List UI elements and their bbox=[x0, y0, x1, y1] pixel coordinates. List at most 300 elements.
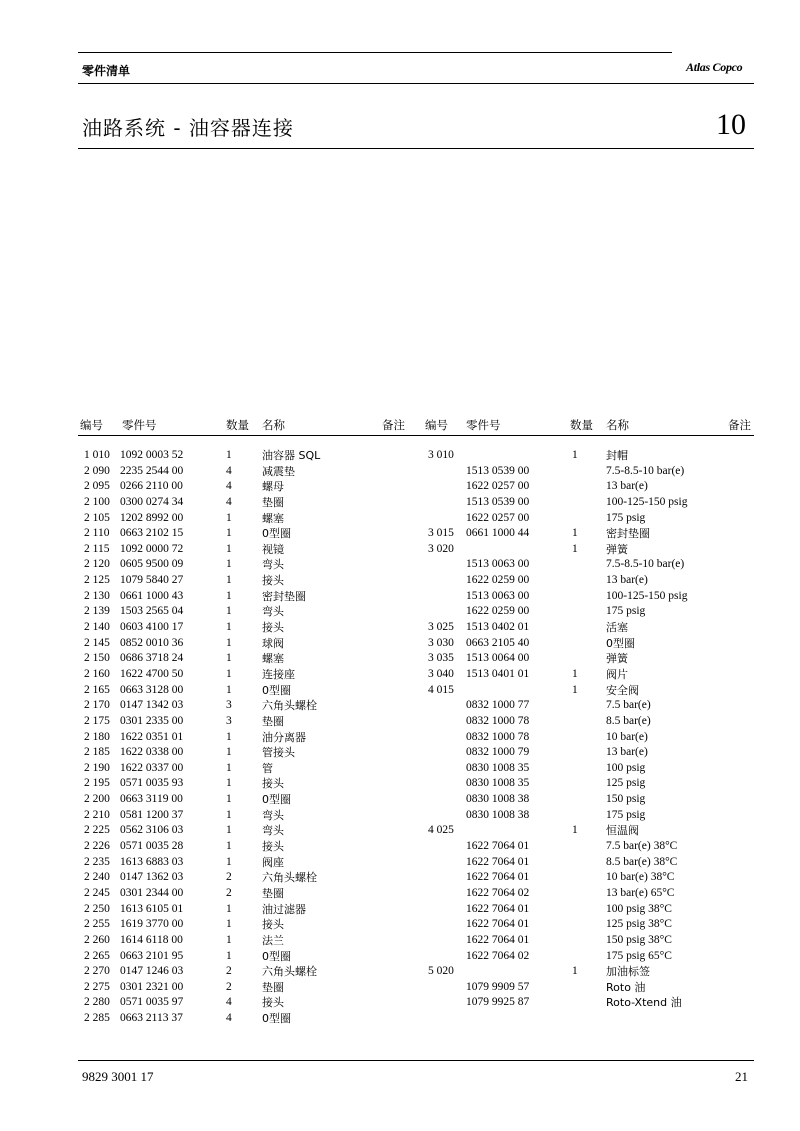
cell-name: 0型圈 bbox=[606, 636, 635, 650]
cell-name: 7.5-8.5-10 bar(e) bbox=[606, 558, 685, 571]
cell-position: 2 275 bbox=[84, 980, 110, 993]
table-row bbox=[82, 511, 412, 527]
table-row bbox=[82, 542, 412, 558]
brand-logo: Atlas Copco bbox=[686, 60, 743, 74]
cell-quantity: 1 bbox=[226, 933, 232, 946]
cell-name: 法兰 bbox=[262, 933, 284, 947]
table-row bbox=[82, 902, 412, 918]
cell-position: 2 285 bbox=[84, 1012, 110, 1025]
cell-position: 2 105 bbox=[84, 511, 110, 524]
cell-part-number: 0661 1000 44 bbox=[466, 527, 530, 540]
cell-name: 垫圈 bbox=[262, 714, 284, 728]
cell-name: 13 bar(e) bbox=[606, 574, 648, 587]
cell-part-number: 1622 7064 01 bbox=[466, 902, 530, 915]
cell-quantity: 2 bbox=[226, 980, 232, 993]
cell-name: 0型圈 bbox=[262, 683, 291, 697]
parts-list-left bbox=[82, 448, 412, 1027]
table-row bbox=[428, 464, 758, 480]
table-row bbox=[82, 792, 412, 808]
table-row bbox=[82, 745, 412, 761]
cell-part-number: 1622 7064 01 bbox=[466, 918, 530, 931]
cell-part-number: 1622 4700 50 bbox=[120, 667, 184, 680]
cell-position: 2 270 bbox=[84, 965, 110, 978]
cell-position: 3 025 bbox=[428, 621, 454, 634]
cell-quantity: 1 bbox=[226, 855, 232, 868]
cell-part-number: 1622 7064 01 bbox=[466, 855, 530, 868]
cell-quantity: 1 bbox=[572, 824, 578, 837]
table-row bbox=[428, 776, 758, 792]
cell-name: 六角头螺栓 bbox=[262, 965, 317, 979]
cell-position: 2 210 bbox=[84, 808, 110, 821]
table-row bbox=[428, 714, 758, 730]
page-title: 油路系统 - 油容器连接 bbox=[82, 116, 294, 140]
table-row bbox=[428, 495, 758, 511]
cell-name: 弹簧 bbox=[606, 652, 628, 666]
cell-part-number: 0301 2335 00 bbox=[120, 714, 184, 727]
cell-position: 2 200 bbox=[84, 793, 110, 806]
page-number: 21 bbox=[735, 1069, 748, 1084]
cell-name: 油分离器 bbox=[262, 730, 306, 744]
cell-part-number: 1613 6105 01 bbox=[120, 902, 184, 915]
cell-name: 100 psig 38°C bbox=[606, 902, 672, 915]
table-row bbox=[82, 620, 412, 636]
cell-quantity: 1 bbox=[226, 918, 232, 931]
cell-quantity: 4 bbox=[226, 480, 232, 493]
table-row bbox=[82, 448, 412, 464]
cell-name: 13 bar(e) 65°C bbox=[606, 886, 675, 899]
cell-part-number: 0830 1008 38 bbox=[466, 793, 530, 806]
cell-position: 4 015 bbox=[428, 683, 454, 696]
cell-position: 3 035 bbox=[428, 652, 454, 665]
cell-name: 垫圈 bbox=[262, 980, 284, 994]
cell-part-number: 1513 0402 01 bbox=[466, 621, 530, 634]
col-head-name-left: 名称 bbox=[262, 418, 285, 432]
col-head-remarks-right: 备注 bbox=[728, 418, 751, 432]
table-row bbox=[428, 511, 758, 527]
cell-position: 3 020 bbox=[428, 542, 454, 555]
cell-part-number: 1513 0063 00 bbox=[466, 558, 530, 571]
cell-name: 弯头 bbox=[262, 605, 284, 619]
cell-name: 0型圈 bbox=[262, 793, 291, 807]
cell-part-number: 1622 7064 01 bbox=[466, 840, 530, 853]
cell-quantity: 1 bbox=[226, 683, 232, 696]
cell-quantity: 1 bbox=[226, 761, 232, 774]
cell-position: 2 240 bbox=[84, 871, 110, 884]
cell-part-number: 0605 9500 09 bbox=[120, 558, 184, 571]
cell-name: 10 bar(e) 38°C bbox=[606, 871, 675, 884]
cell-part-number: 1614 6118 00 bbox=[120, 933, 183, 946]
cell-part-number: 0832 1000 77 bbox=[466, 699, 530, 712]
cell-part-number: 0663 3128 00 bbox=[120, 683, 184, 696]
column-header-rule bbox=[78, 435, 754, 436]
cell-position: 2 190 bbox=[84, 761, 110, 774]
cell-part-number: 0830 1008 35 bbox=[466, 761, 530, 774]
cell-part-number: 0830 1008 38 bbox=[466, 808, 530, 821]
cell-name: 垫圈 bbox=[262, 495, 284, 509]
table-row bbox=[82, 557, 412, 573]
cell-part-number: 0603 4100 17 bbox=[120, 621, 184, 634]
cell-part-number: 1619 3770 00 bbox=[120, 918, 184, 931]
col-head-remarks-left: 备注 bbox=[382, 418, 405, 432]
cell-name: 活塞 bbox=[606, 621, 628, 635]
cell-part-number: 1622 0257 00 bbox=[466, 511, 530, 524]
cell-name: 连接座 bbox=[262, 667, 295, 681]
cell-name: 13 bar(e) bbox=[606, 480, 648, 493]
table-row bbox=[428, 980, 758, 996]
cell-position: 3 010 bbox=[428, 449, 454, 461]
cell-part-number: 0571 0035 97 bbox=[120, 996, 184, 1009]
table-row bbox=[82, 636, 412, 652]
table-row bbox=[82, 839, 412, 855]
section-number: 10 bbox=[716, 108, 746, 141]
table-row bbox=[82, 730, 412, 746]
cell-quantity: 1 bbox=[226, 808, 232, 821]
cell-name: 六角头螺栓 bbox=[262, 871, 317, 885]
cell-name: 接头 bbox=[262, 621, 284, 635]
cell-part-number: 1079 9925 87 bbox=[466, 996, 530, 1009]
table-row bbox=[82, 526, 412, 542]
table-row bbox=[82, 651, 412, 667]
cell-quantity: 1 bbox=[572, 667, 578, 680]
table-row bbox=[82, 870, 412, 886]
cell-position: 2 145 bbox=[84, 636, 110, 649]
col-head-part-right: 零件号 bbox=[466, 418, 501, 432]
cell-name: 175 psig bbox=[606, 511, 646, 524]
cell-part-number: 0663 2101 95 bbox=[120, 949, 184, 962]
cell-quantity: 1 bbox=[226, 589, 232, 602]
cell-position: 2 235 bbox=[84, 855, 110, 868]
cell-name: 125 psig 38°C bbox=[606, 918, 672, 931]
cell-name: 7.5 bar(e) 38°C bbox=[606, 840, 678, 853]
cell-part-number: 2235 2544 00 bbox=[120, 464, 184, 477]
cell-name: 视镜 bbox=[262, 542, 284, 556]
cell-quantity: 1 bbox=[226, 793, 232, 806]
cell-quantity: 1 bbox=[226, 949, 232, 962]
cell-name: 接头 bbox=[262, 918, 284, 932]
cell-position: 2 185 bbox=[84, 746, 110, 759]
cell-part-number: 0581 1200 37 bbox=[120, 808, 184, 821]
cell-name: 封帽 bbox=[606, 449, 628, 462]
cell-part-number: 1613 6883 03 bbox=[120, 855, 184, 868]
cell-quantity: 1 bbox=[572, 683, 578, 696]
cell-quantity: 4 bbox=[226, 464, 232, 477]
table-row bbox=[428, 917, 758, 933]
cell-part-number: 1513 0401 01 bbox=[466, 667, 530, 680]
table-row bbox=[428, 808, 758, 824]
cell-part-number: 1079 5840 27 bbox=[120, 574, 184, 587]
table-row bbox=[428, 542, 758, 558]
cell-name: 弯头 bbox=[262, 558, 284, 572]
cell-position: 2 170 bbox=[84, 699, 110, 712]
cell-part-number: 0571 0035 28 bbox=[120, 840, 184, 853]
table-row bbox=[82, 855, 412, 871]
cell-position: 2 255 bbox=[84, 918, 110, 931]
cell-position: 2 165 bbox=[84, 683, 110, 696]
table-row bbox=[428, 573, 758, 589]
col-head-part-left: 零件号 bbox=[122, 418, 157, 432]
cell-name: 接头 bbox=[262, 840, 284, 854]
table-row bbox=[82, 933, 412, 949]
cell-quantity: 1 bbox=[226, 558, 232, 571]
cell-name: 150 psig 38°C bbox=[606, 933, 672, 946]
table-row bbox=[428, 886, 758, 902]
cell-part-number: 0301 2321 00 bbox=[120, 980, 184, 993]
col-head-qty-right: 数量 bbox=[570, 418, 593, 432]
cell-position: 2 115 bbox=[84, 542, 110, 555]
cell-position: 4 025 bbox=[428, 824, 454, 837]
cell-name: 管 bbox=[262, 761, 273, 775]
cell-part-number: 1202 8992 00 bbox=[120, 511, 184, 524]
cell-part-number: 1513 0539 00 bbox=[466, 464, 530, 477]
cell-name: 安全阀 bbox=[606, 683, 639, 697]
cell-name: 阀座 bbox=[262, 855, 284, 869]
cell-name: 175 psig bbox=[606, 605, 646, 618]
table-row bbox=[428, 933, 758, 949]
cell-position: 2 226 bbox=[84, 840, 110, 853]
title-rule bbox=[78, 148, 754, 149]
cell-name: 0型圈 bbox=[262, 527, 291, 541]
cell-position: 2 130 bbox=[84, 589, 110, 602]
table-row bbox=[82, 464, 412, 480]
cell-name: Roto 油 bbox=[606, 980, 646, 994]
cell-quantity: 1 bbox=[226, 621, 232, 634]
cell-quantity: 1 bbox=[226, 511, 232, 524]
cell-name: 螺塞 bbox=[262, 652, 284, 666]
table-row bbox=[428, 667, 758, 683]
cell-position: 2 125 bbox=[84, 574, 110, 587]
cell-part-number: 1622 0259 00 bbox=[466, 574, 530, 587]
table-row bbox=[428, 870, 758, 886]
cell-name: 管接头 bbox=[262, 746, 295, 760]
cell-position: 3 015 bbox=[428, 527, 454, 540]
cell-part-number: 0852 0010 36 bbox=[120, 636, 184, 649]
cell-part-number: 1622 0338 00 bbox=[120, 746, 184, 759]
cell-name: 175 psig bbox=[606, 808, 646, 821]
cell-part-number: 0663 2113 37 bbox=[120, 1012, 183, 1025]
cell-name: 10 bar(e) bbox=[606, 730, 648, 743]
cell-position: 2 160 bbox=[84, 667, 110, 680]
table-row bbox=[428, 745, 758, 761]
cell-position: 3 040 bbox=[428, 667, 454, 680]
cell-quantity: 1 bbox=[226, 605, 232, 618]
cell-name: 恒温阀 bbox=[606, 824, 639, 838]
cell-position: 2 225 bbox=[84, 824, 110, 837]
table-row bbox=[82, 776, 412, 792]
table-row bbox=[428, 557, 758, 573]
cell-name: 螺塞 bbox=[262, 511, 284, 525]
table-row bbox=[82, 980, 412, 996]
cell-name: 阀片 bbox=[606, 667, 628, 681]
table-row bbox=[82, 714, 412, 730]
cell-name: 接头 bbox=[262, 996, 284, 1010]
header-bottom-rule bbox=[78, 83, 754, 84]
cell-position: 2 110 bbox=[84, 527, 110, 540]
table-row bbox=[428, 698, 758, 714]
table-row bbox=[82, 683, 412, 699]
table-row bbox=[82, 573, 412, 589]
cell-position: 2 090 bbox=[84, 464, 110, 477]
cell-position: 2 265 bbox=[84, 949, 110, 962]
cell-part-number: 1092 0003 52 bbox=[120, 449, 184, 461]
cell-name: 油容器 SQL bbox=[262, 449, 321, 462]
cell-part-number: 1622 7064 02 bbox=[466, 949, 530, 962]
table-row bbox=[82, 495, 412, 511]
table-row bbox=[428, 855, 758, 871]
table-row bbox=[428, 761, 758, 777]
cell-part-number: 0663 2102 15 bbox=[120, 527, 184, 540]
cell-name: 7.5-8.5-10 bar(e) bbox=[606, 464, 685, 477]
cell-position: 2 139 bbox=[84, 605, 110, 618]
cell-name: 油过滤器 bbox=[262, 902, 306, 916]
cell-name: 7.5 bar(e) bbox=[606, 699, 651, 712]
cell-position: 2 260 bbox=[84, 933, 110, 946]
cell-quantity: 2 bbox=[226, 871, 232, 884]
table-row bbox=[82, 886, 412, 902]
cell-quantity: 1 bbox=[226, 667, 232, 680]
cell-part-number: 0663 3119 00 bbox=[120, 793, 183, 806]
cell-position: 2 195 bbox=[84, 777, 110, 790]
cell-name: 150 psig bbox=[606, 793, 646, 806]
cell-quantity: 1 bbox=[226, 730, 232, 743]
cell-quantity: 1 bbox=[572, 965, 578, 978]
cell-quantity: 1 bbox=[226, 902, 232, 915]
cell-position: 1 010 bbox=[84, 449, 110, 461]
cell-position: 2 120 bbox=[84, 558, 110, 571]
table-row bbox=[428, 995, 758, 1011]
cell-name: 螺母 bbox=[262, 480, 284, 494]
col-head-pos-left: 编号 bbox=[80, 418, 103, 432]
cell-part-number: 1513 0539 00 bbox=[466, 495, 530, 508]
cell-quantity: 1 bbox=[572, 449, 578, 461]
cell-name: 弯头 bbox=[262, 824, 284, 838]
cell-part-number: 1622 0337 00 bbox=[120, 761, 184, 774]
cell-quantity: 1 bbox=[572, 527, 578, 540]
col-head-name-right: 名称 bbox=[606, 418, 629, 432]
cell-quantity: 2 bbox=[226, 886, 232, 899]
table-row bbox=[428, 636, 758, 652]
cell-part-number: 1513 0063 00 bbox=[466, 589, 530, 602]
cell-quantity: 3 bbox=[226, 714, 232, 727]
cell-name: 8.5 bar(e) bbox=[606, 714, 651, 727]
table-row bbox=[82, 964, 412, 980]
cell-part-number: 0571 0035 93 bbox=[120, 777, 184, 790]
cell-quantity: 1 bbox=[226, 574, 232, 587]
cell-name: 密封垫圈 bbox=[606, 527, 650, 541]
table-row bbox=[428, 651, 758, 667]
table-row bbox=[428, 823, 758, 839]
cell-position: 2 140 bbox=[84, 621, 110, 634]
table-row bbox=[428, 839, 758, 855]
col-head-qty-left: 数量 bbox=[226, 418, 249, 432]
cell-position: 2 100 bbox=[84, 495, 110, 508]
cell-name: 接头 bbox=[262, 574, 284, 588]
cell-part-number: 0301 2344 00 bbox=[120, 886, 184, 899]
cell-quantity: 1 bbox=[226, 777, 232, 790]
table-row bbox=[82, 479, 412, 495]
cell-part-number: 0686 3718 24 bbox=[120, 652, 184, 665]
cell-part-number: 0830 1008 35 bbox=[466, 777, 530, 790]
cell-name: 100 psig bbox=[606, 761, 646, 774]
cell-quantity: 1 bbox=[226, 449, 232, 461]
cell-name: 球阀 bbox=[262, 636, 284, 650]
cell-position: 2 175 bbox=[84, 714, 110, 727]
cell-quantity: 1 bbox=[226, 527, 232, 540]
table-row bbox=[82, 604, 412, 620]
cell-part-number: 1513 0064 00 bbox=[466, 652, 530, 665]
table-row bbox=[428, 620, 758, 636]
table-row bbox=[428, 730, 758, 746]
cell-part-number: 1622 7064 01 bbox=[466, 871, 530, 884]
cell-quantity: 4 bbox=[226, 1012, 232, 1025]
table-row bbox=[428, 604, 758, 620]
table-row bbox=[82, 823, 412, 839]
table-row bbox=[82, 1011, 412, 1027]
cell-quantity: 4 bbox=[226, 996, 232, 1009]
table-row bbox=[82, 995, 412, 1011]
parts-list-right bbox=[428, 448, 758, 1011]
cell-part-number: 0266 2110 00 bbox=[120, 480, 183, 493]
cell-part-number: 0300 0274 34 bbox=[120, 495, 184, 508]
cell-name: 175 psig 65°C bbox=[606, 949, 672, 962]
cell-part-number: 0832 1000 78 bbox=[466, 730, 530, 743]
cell-name: 垫圈 bbox=[262, 886, 284, 900]
cell-part-number: 1622 0259 00 bbox=[466, 605, 530, 618]
table-row bbox=[82, 949, 412, 965]
table-row bbox=[82, 698, 412, 714]
cell-quantity: 1 bbox=[226, 824, 232, 837]
cell-name: 100-125-150 psig bbox=[606, 495, 688, 508]
cell-quantity: 4 bbox=[226, 495, 232, 508]
table-row bbox=[428, 949, 758, 965]
table-row bbox=[82, 917, 412, 933]
cell-quantity: 3 bbox=[226, 699, 232, 712]
footer-rule bbox=[78, 1060, 754, 1061]
cell-part-number: 1079 9909 57 bbox=[466, 980, 530, 993]
table-row bbox=[428, 964, 758, 980]
cell-quantity: 1 bbox=[226, 746, 232, 759]
cell-name: 弹簧 bbox=[606, 542, 628, 556]
cell-part-number: 0832 1000 78 bbox=[466, 714, 530, 727]
cell-part-number: 0562 3106 03 bbox=[120, 824, 184, 837]
table-row bbox=[428, 683, 758, 699]
table-row bbox=[428, 589, 758, 605]
header-top-rule bbox=[78, 52, 672, 53]
cell-name: 减震垫 bbox=[262, 464, 295, 478]
cell-name: 密封垫圈 bbox=[262, 589, 306, 603]
cell-part-number: 1092 0000 72 bbox=[120, 542, 184, 555]
cell-part-number: 0147 1246 03 bbox=[120, 965, 184, 978]
cell-part-number: 1622 0257 00 bbox=[466, 480, 530, 493]
cell-name: 13 bar(e) bbox=[606, 746, 648, 759]
cell-position: 2 280 bbox=[84, 996, 110, 1009]
cell-name: 0型圈 bbox=[262, 1012, 291, 1026]
cell-name: 加油标签 bbox=[606, 965, 650, 979]
table-row bbox=[82, 667, 412, 683]
table-row bbox=[428, 479, 758, 495]
cell-quantity: 2 bbox=[226, 965, 232, 978]
table-row bbox=[428, 526, 758, 542]
table-row bbox=[428, 792, 758, 808]
cell-position: 5 020 bbox=[428, 965, 454, 978]
cell-position: 2 180 bbox=[84, 730, 110, 743]
cell-part-number: 1622 7064 01 bbox=[466, 933, 530, 946]
cell-position: 2 245 bbox=[84, 886, 110, 899]
cell-name: 0型圈 bbox=[262, 949, 291, 963]
cell-name: 弯头 bbox=[262, 808, 284, 822]
cell-quantity: 1 bbox=[226, 840, 232, 853]
cell-part-number: 0663 2105 40 bbox=[466, 636, 530, 649]
table-row bbox=[82, 761, 412, 777]
